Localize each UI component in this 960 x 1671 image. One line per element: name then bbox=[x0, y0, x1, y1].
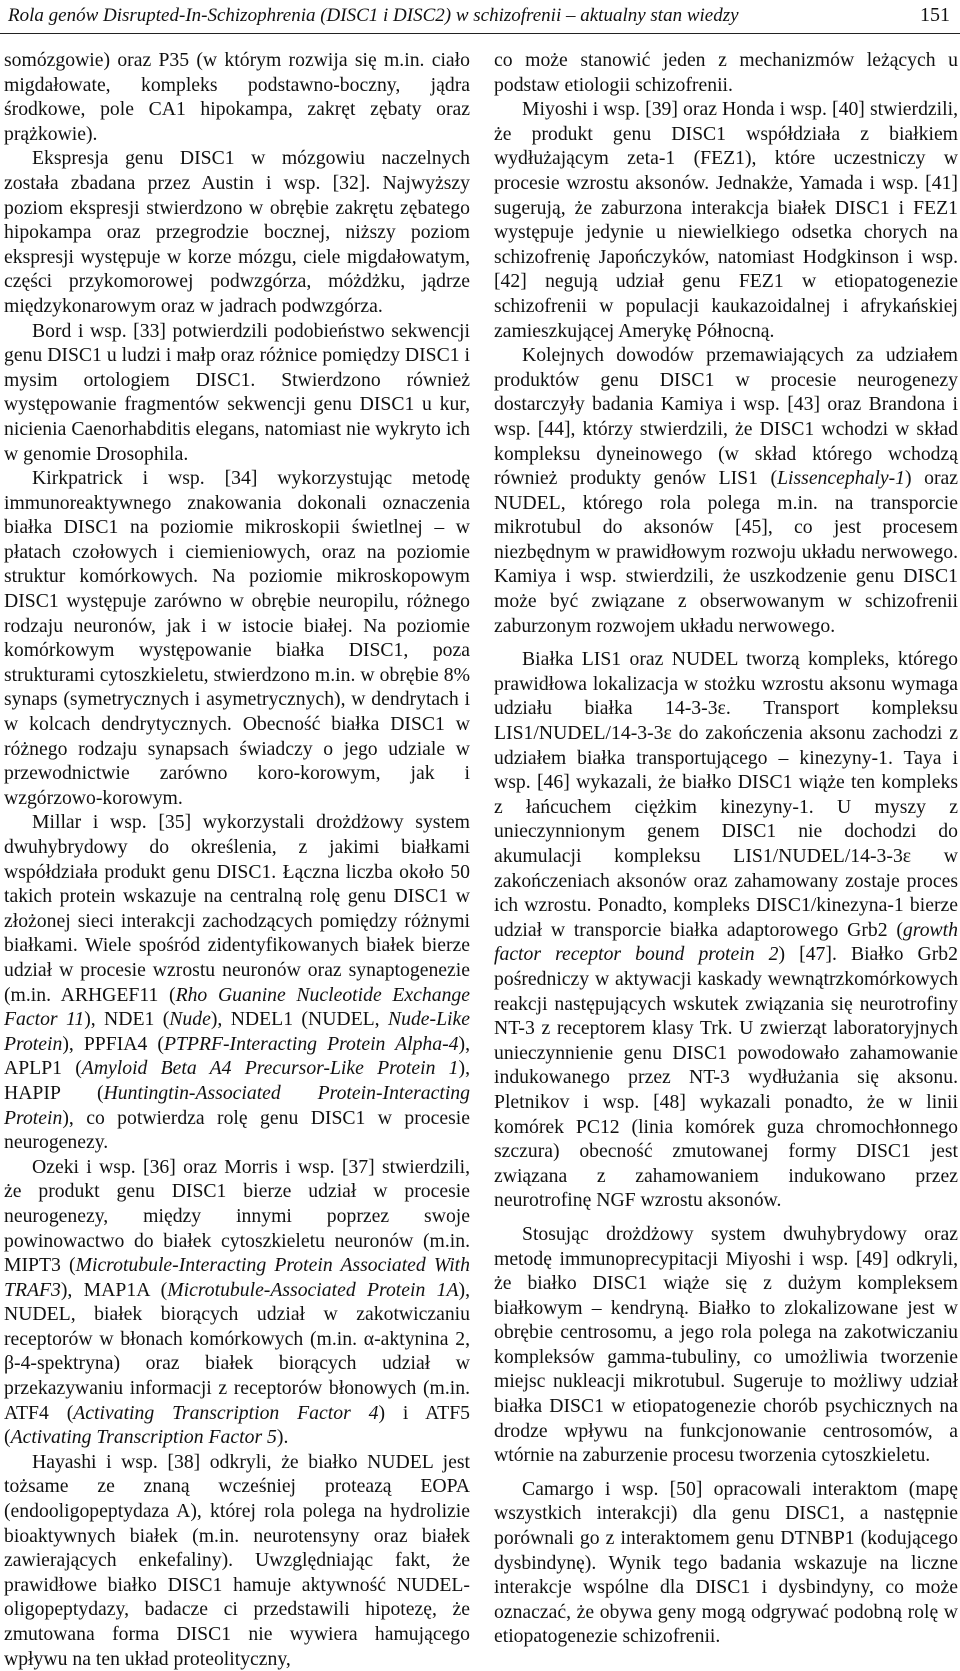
paragraph: Hayashi i wsp. [38] odkryli, że białko NUDEL jest tożsame ze znaną wcześniej proteazą EOPA (endooligopeptydaza A), której rola polega na hydrolizie bioaktywnych białek (m.in. neurotensyny oraz białek zawierających enkefaliny). Uwzględniając fakt, że prawidłowe białko DISC1 hamuje aktywność NUDEL-oligopeptydazy, badacze ci przedstawili hipotezę, że zmutowana forma DISC1 nie wywiera hamującego wpływu na ten układ proteolityczny, bbox=[4, 1450, 470, 1670]
paragraph: Kirkpatrick i wsp. [34] wykorzystując metodę immunoreaktywnego znakowania dokonali oznaczenia białka DISC1 na poziomie mikroskopii świetlnej – w płatach czołowych i ciemieniowych, oraz na poziomie struktur komórkowych. Na poziomie mikroskopowym DISC1 występuje zarówno w obrębie neuropilu, różnego rodzaju neuronów, jak i w istocie białej. Na poziomie komórkowym występowanie białka DISC1, poza strukturami cytoszkieletu, stwierdzono m.in. w obrębie 8% synaps (symetrycznych i asymetrycznych), w dendrytach i w kolcach dendrytycznych. Obecność białka DISC1 w różnego rodzaju synapsach świadczy o jego udziale w przewodnictwie zarówno koro-korowym, jak i wzgórzowo-korowym. bbox=[4, 467, 470, 809]
left-column bbox=[4, 48, 470, 1671]
paragraph: Bord i wsp. [33] potwierdzili podobieństwo sekwencji genu DISC1 u ludzi i małp oraz różnice pomiędzy DISC1 i mysim ortologiem DISC1. Stwierdzono również występowanie fragmentów sekwencji genu DISC1 u kur, nicienia Caenorhabditis elegans, natomiast nie wykryto ich w genomie Drosophila. bbox=[4, 319, 470, 465]
paragraph: Białka LIS1 oraz NUDEL tworzą kompleks, którego prawidłowa lokalizacja w stożku wzrostu aksonu wymaga udziału białka 14-3-3ε. Transport kompleksu LIS1/NUDEL/14-3-3ε do zakończenia aksonu zachodzi z udziałem białka transportującego – kinezyny-1. Taya i wsp. [46] wykazali, że białko DISC1 wiąże ten kompleks z łańcuchem ciężkim kinezyny-1. U myszy z unieczynnionym genem DISC1 nie dochodzi do akumulacji kompleksu LIS1/NUDEL/14-3-3ε w zakończeniach aksonów oraz zahamowany zostaje proces ich wzrostu. Ponadto, kompleks DISC1/kinezyna-1 bierze udział w transporcie białka adaptorowego Grb2 (growth factor receptor bound protein 2) [47]. Białko Grb2 pośredniczy w aktywacji kaskady wewnątrzkomórkowych reakcji następujących wskutek związania się neurotrofiny NT-3 z receptorem klasy Trk. U zwierząt laboratoryjnych unieczynnienie genu DISC1 powodowało zahamowanie indukowanego przez NT-3 wydłużania się aksonu. Pletnikov i wsp. [48] wykazali ponadto, że w linii komórek PC12 (linia komórek guza chromochłonnego szczura) obecność zmutowanej formy DISC1 jest związana z zahamowaniem indukowano przez neurotrofinę NGF wzrostu aksonów. bbox=[494, 648, 958, 1212]
paragraph: Miyoshi i wsp. [39] oraz Honda i wsp. [40] stwierdzili, że produkt genu DISC1 współdziała z białkiem wydłużającym zeta-1 (FEZ1), które uczestniczy w procesie wzrostu aksonów. Jednakże, Yamada i wsp. [41] sugerują, że zaburzona interakcja białek DISC1 i FEZ1 występuje jedynie u niewielkiego odsetka chorych na schizofrenię Japończyków, natomiast Hodgkinson i wsp. [42] negują udział genu FEZ1 w etiopatogenezie schizofrenii w populacji kaukazoidalnej i afrykańskiej zamieszkującej Amerykę Północną. bbox=[494, 98, 958, 342]
paragraph: Kolejnych dowodów przemawiających za udziałem produktów genu DISC1 w procesie neurogenezy dostarczyły badania Kamiya i wsp. [43] oraz Brandona i wsp. [44], którzy stwierdzili, że DISC1 wchodzi w skład kompleksu dyneinowego (w skład którego wchodzą również produkty genów LIS1 (Lissencephaly-1) oraz NUDEL, którego rola polega m.in. na transporcie mikrotubul do aksonów [45], co jest procesem niezbędnym w prawidłowym rozwoju układu nerwowego. Kamiya i wsp. stwierdzili, że uszkodzenie genu DISC1 może być związane z obserwowanym w schizofrenii zaburzonym rozwojem układu nerwowego. bbox=[494, 344, 959, 637]
page-number: 151 bbox=[920, 4, 950, 26]
paragraph: Millar i wsp. [35] wykorzystali drożdżowy system dwuhybrydowy do określenia, z jakimi białkami współdziała produkt genu DISC1. Łączna liczba około 50 takich protein wskazuje na centralną rolę genu DISC1 w złożonej sieci interakcji zachodzących pomiędzy różnymi białkami. Wiele spośród zidentyfikowanych białek bierze udział w procesie wzrostu neuronów oraz synaptogenezie (m.in. ARHGEF11 (Rho Guanine Nucleotide Exchange Factor 11), NDE1 (Nude), NDEL1 (NUDEL, Nude-Like Protein), PPFIA4 (PTPRF-Interacting Protein Alpha-4), APLP1 (Amyloid Beta A4 Precursor-Like Protein 1), HAPIP (Huntingtin-Associated Protein-Interacting Protein), co potwierdza rolę genu DISC1 w procesie neurogenezy. bbox=[4, 811, 471, 1154]
paragraph: somózgowie) oraz P35 (w którym rozwija się m.in. ciało migdałowate, kompleks podstawno-boczny, jądra środkowe, pole CA1 hipokampa, zakręt zębaty oraz prążkowie). bbox=[4, 49, 470, 145]
paragraph: co może stanowić jeden z mechanizmów leżących u podstaw etiologii schizofrenii. bbox=[494, 49, 958, 96]
paragraph: Ozeki i wsp. [36] oraz Morris i wsp. [37] stwierdzili, że produkt genu DISC1 bierze udział w procesie neurogenezy, między innymi poprzez swoje powinowactwo do białek cytoszkieletu neuronów (m.in. MIPT3 (Microtubule-Interacting Protein Associated With TRAF3), MAP1A (Microtubule-Associated Protein 1A), NUDEL, białek biorących udział w zakotwiczaniu receptorów w błonach komórkowych (m.in. α-aktynina 2, β-4-spektryna) oraz białek biorących udział w przekazywaniu informacji z receptorów błonowych (m.in. ATF4 (Activating Transcription Factor 4) i ATF5 (Activating Transcription Factor 5). bbox=[4, 1155, 470, 1449]
running-title: Rola genów Disrupted-In-Schizophrenia (DISC1 i DISC2) w schizofrenii – aktualny stan wiedzy bbox=[8, 5, 739, 26]
right-column bbox=[494, 48, 958, 1649]
paragraph: Camargo i wsp. [50] opracowali interaktom (mapę wszystkich interakcji) dla genu DISC1, a następnie porównali go z interaktomem genu DTNBP1 (kodującego dysbindynę). Wynik tego badania wskazuje na liczne interakcje wspólne dla DISC1 i dysbindyny, co może oznaczać, że obywa geny mogą odgrywać podobną rolę w etiopatogenezie schizofrenii. bbox=[494, 1477, 958, 1648]
running-header bbox=[0, 0, 960, 34]
paragraph: Ekspresja genu DISC1 w mózgowiu naczelnych została zbadana przez Austin i wsp. [32]. Najwyższy poziom ekspresji stwierdzono w obrębie zakrętu zębatego hipokampa oraz przegrodzie bocznej, niższy poziom ekspresji występuje w korze mózgu, ciele migdałowatym, części przykomorowej podwzgórza, móżdżku, jądrze międzykonarowym oraz w jadrach podwzgórza. bbox=[4, 147, 470, 317]
paragraph: Stosując drożdżowy system dwuhybrydowy oraz metodę immunoprecypitacji Miyoshi i wsp. [49] odkryli, że białko DISC1 wiąże się z dużym kompleksem białkowym – kendryną. Białko to zlokalizowane jest w obrębie centrosomu, a jego rola polega na zakotwiczaniu kompleksów gamma-tubuliny, co umożliwia tworzenie miejsc nukleacji mikrotubul. Sugeruje to możliwy udział białka DISC1 w etiopatogenezie chorób psychicznych na drodze wpływu na funkcjonowanie centrosomów, a wtórnie na zaburzenie procesu tworzenia cytoszkieletu. bbox=[494, 1222, 958, 1467]
